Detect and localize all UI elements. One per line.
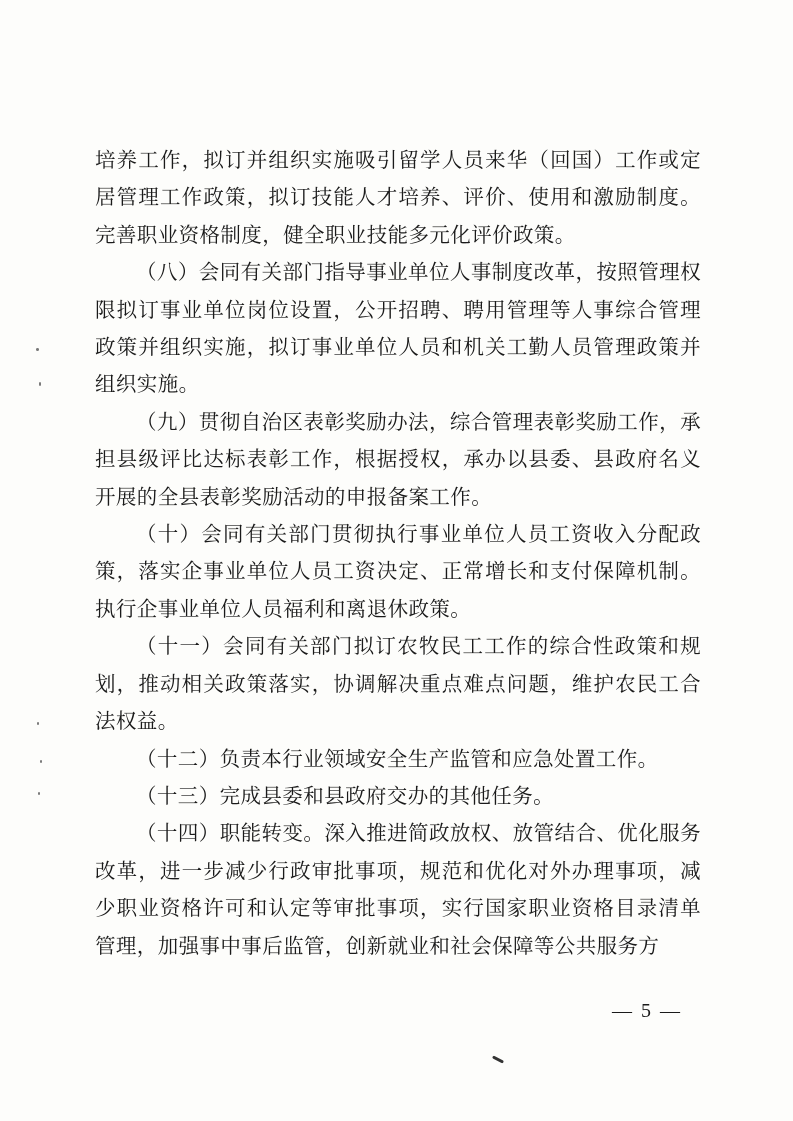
paragraph-item-14: （十四）职能转变。深入推进简政放权、放管结合、优化服务改革，进一步减少行政审批事项，规范和优化对外办理事项，减少职业资格许可和认定等审批事项，实行国家职业资格目录清单管理，加强事中事后监管，创新就业和社会保障等公共服务方	[95, 821, 701, 958]
paragraph-continuation: 培养工作，拟订并组织实施吸引留学人员来华（回国）工作或定居管理工作政策，拟订技能人才培养、评价、使用和激励制度。完善职业资格制度，健全职业技能多元化评价政策。	[95, 148, 701, 247]
paragraph-item-8: （八）会同有关部门指导事业单位人事制度改革，按照管理权限拟订事业单位岗位设置，公开招聘、聘用管理等人事综合管理政策并组织实施，拟订事业单位人员和机关工勤人员管理政策并组织实施。	[95, 260, 701, 397]
paragraph-item-9: （九）贯彻自治区表彰奖励办法，综合管理表彰奖励工作，承担县级评比达标表彰工作，根据授权，承办以县委、县政府名义开展的全县表彰奖励活动的申报备案工作。	[95, 409, 701, 509]
page-number: — 5 —	[612, 1000, 682, 1022]
scan-speck	[38, 792, 40, 795]
paragraph-item-12: （十二）负责本行业领域安全生产监管和应急处置工作。	[136, 746, 659, 771]
paragraph-item-11: （十一）会同有关部门拟订农牧民工工作的综合性政策和规划，推动相关政策落实，协调解决重点难点问题，维护农民工合法权益。	[95, 634, 701, 734]
scan-speck	[39, 382, 41, 386]
document-body	[95, 142, 701, 965]
paragraph-item-13: （十三）完成县委和县政府交办的其他任务。	[136, 783, 554, 808]
scan-speck	[36, 348, 39, 351]
paragraph-item-10: （十）会同有关部门贯彻执行事业单位人员工资收入分配政策，落实企事业单位人员工资决定、正常增长和支付保障机制。执行企事业单位人员福利和离退休政策。	[95, 522, 701, 621]
scan-mark	[492, 1055, 504, 1063]
scan-speck	[40, 760, 42, 763]
scan-speck	[37, 722, 39, 725]
